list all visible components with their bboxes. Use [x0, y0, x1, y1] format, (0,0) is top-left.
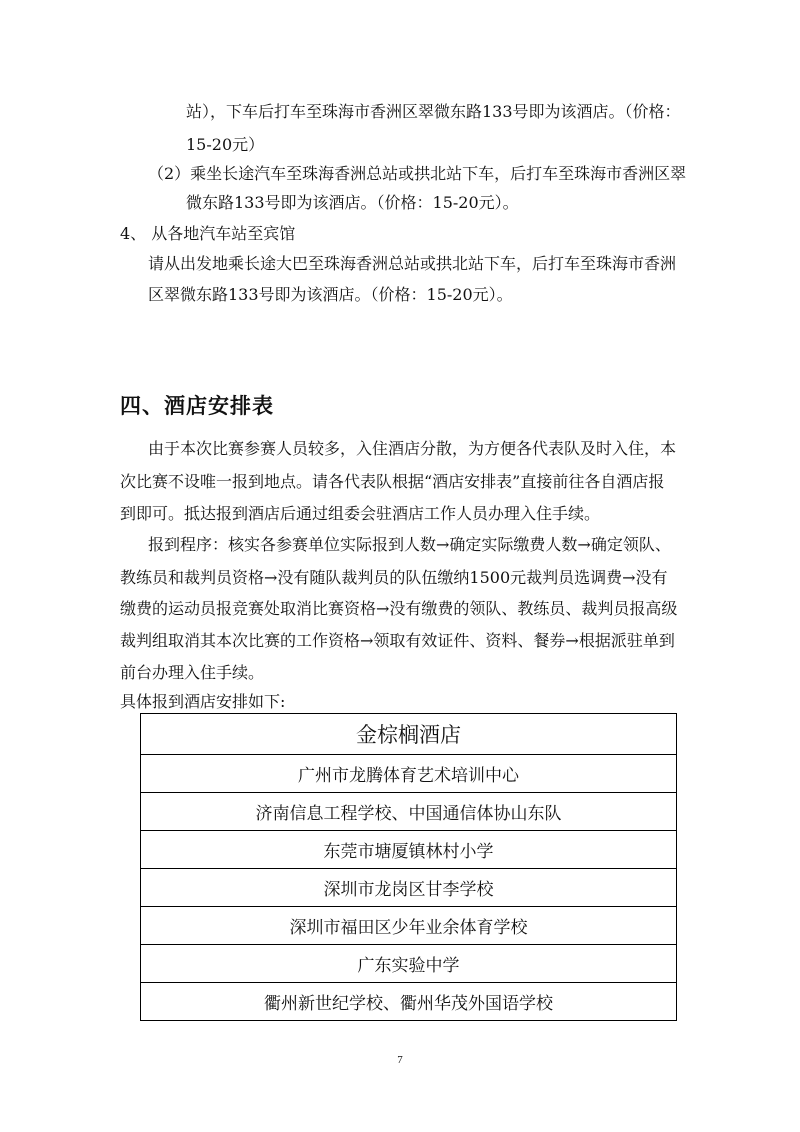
team-cell: 广东实验中学	[141, 945, 677, 983]
team-cell: 东莞市塘厦镇林村小学	[141, 831, 677, 869]
team-cell: 衢州新世纪学校、衢州华茂外国语学校	[141, 983, 677, 1021]
team-cell: 深圳市福田区少年业余体育学校	[141, 907, 677, 945]
table-row	[141, 869, 677, 907]
page-number: 7	[397, 1054, 403, 1066]
text-line: 站），下车后打车至珠海市香洲区翠微东路133号即为该酒店。（价格：	[186, 102, 681, 121]
paragraph-line: 缴费的运动员报竞赛处取消比赛资格→没有缴费的领队、教练员、裁判员报高级	[120, 599, 678, 618]
team-cell: 深圳市龙岗区甘李学校	[141, 869, 677, 907]
text-line: 微东路133号即为该酒店。（价格：15-20元）。	[186, 193, 519, 212]
paragraph-line: 次比赛不设唯一报到地点。请各代表队根据“酒店安排表”直接前往各自酒店报	[120, 472, 665, 491]
paragraph-line: 教练员和裁判员资格→没有随队裁判员的队伍缴纳1500元裁判员选调费→没有	[120, 568, 668, 587]
text-line: 请从出发地乘长途大巴至珠海香洲总站或拱北站下车，后打车至珠海市香洲	[148, 254, 677, 273]
section-heading: 四、酒店安排表	[120, 394, 274, 418]
table-row	[141, 907, 677, 945]
paragraph-line: 到即可。抵达报到酒店后通过组委会驻酒店工作人员办理入住手续。	[120, 504, 601, 523]
hotel-name: 金棕榈酒店	[141, 714, 677, 755]
table-row	[141, 983, 677, 1021]
hotel-table	[140, 713, 677, 1021]
team-cell: 广州市龙腾体育艺术培训中心	[141, 755, 677, 793]
table-row	[141, 831, 677, 869]
table-intro: 具体报到酒店安排如下:	[120, 692, 286, 711]
text-line: 4、 从各地汽车站至宾馆	[120, 224, 296, 243]
table-row	[141, 714, 677, 755]
paragraph-line: 报到程序：核实各参赛单位实际报到人数→确定实际缴费人数→确定领队、	[148, 535, 671, 554]
table-row	[141, 793, 677, 831]
team-cell: 济南信息工程学校、中国通信体协山东队	[141, 793, 677, 831]
paragraph-line: 由于本次比赛参赛人员较多，入住酒店分散，为方便各代表队及时入住，本	[148, 439, 677, 458]
text-line: 区翠微东路133号即为该酒店。（价格：15-20元）。	[148, 285, 513, 304]
text-line: （2）乘坐长途汽车至珠海香洲总站或拱北站下车，后打车至珠海市香洲区翠	[148, 164, 687, 183]
text-line: 15-20元）	[186, 135, 265, 154]
paragraph-line: 前台办理入住手续。	[120, 663, 265, 682]
table-row	[141, 945, 677, 983]
table-row	[141, 755, 677, 793]
paragraph-line: 裁判组取消其本次比赛的工作资格→领取有效证件、资料、餐券→根据派驻单到	[120, 631, 675, 650]
